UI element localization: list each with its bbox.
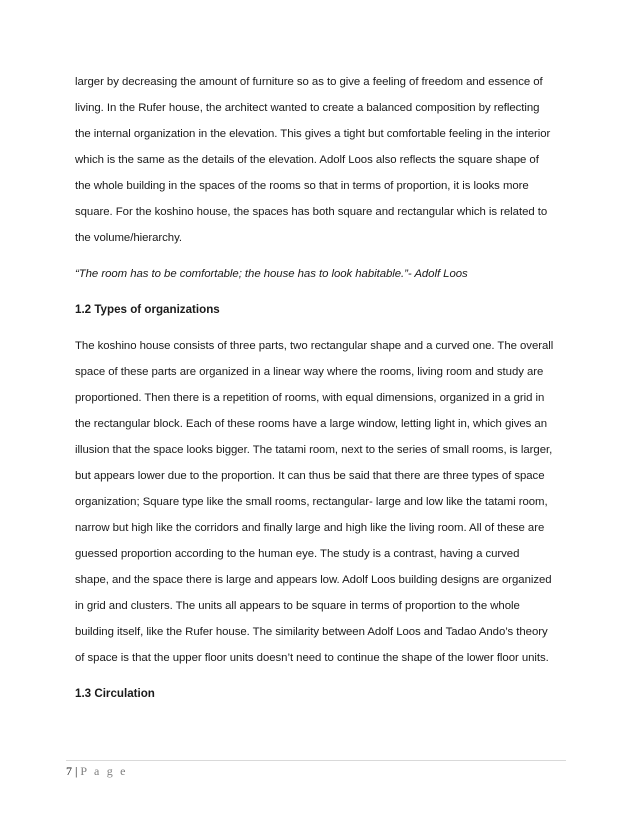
text-line: building itself, like the Rufer house. The similarity between Adolf Loos and Tadao Ando’s theory xyxy=(75,626,548,638)
text-line: proportioned. Then there is a repetition of rooms, with equal dimensions, organized in a grid in xyxy=(75,392,545,404)
text-line: organization; Square type like the small rooms, rectangular- large and low like the tatami room, xyxy=(75,496,548,508)
text-line: in grid and clusters. The units all appears to be square in terms of proportion to the whole xyxy=(75,600,520,612)
text-line: The koshino house consists of three parts, two rectangular shape and a curved one. The overall xyxy=(75,340,554,352)
quote-adolf-loos: “The room has to be comfortable; the house has to look habitable.”- Adolf Loos xyxy=(75,268,468,280)
section-heading-circulation: 1.3 Circulation xyxy=(75,687,155,700)
paragraph-intro xyxy=(75,69,570,251)
text-line: guessed proportion according to the human eye. The study is a contrast, having a curved xyxy=(75,548,520,560)
footer-separator: | xyxy=(75,764,78,778)
text-line: space of these parts are organized in a linear way where the rooms, living room and study are xyxy=(75,366,544,378)
text-line: which is the same as the details of the elevation. Adolf Loos also reflects the square shape of xyxy=(75,154,539,166)
page-footer xyxy=(66,763,128,779)
text-line: larger by decreasing the amount of furniture so as to give a feeling of freedom and essence of xyxy=(75,76,543,88)
text-line: the internal organization in the elevation. This gives a tight but comfortable feeling in the interior xyxy=(75,128,551,140)
page-label: P a g e xyxy=(80,764,128,778)
text-line: but appears lower due to the proportion. It can thus be said that there are three types of space xyxy=(75,470,545,482)
text-line: the volume/hierarchy. xyxy=(75,232,182,244)
text-line: illusion that the space looks bigger. The tatami room, next to the series of small rooms, is larger, xyxy=(75,444,553,456)
text-line: square. For the koshino house, the spaces has both square and rectangular which is related to xyxy=(75,206,548,218)
text-line: the rectangular block. Each of these rooms have a large window, letting light in, which gives an xyxy=(75,418,547,430)
section-heading-types-of-organizations: 1.2 Types of organizations xyxy=(75,303,220,316)
text-line: narrow but high like the corridors and finally large and high like the living room. All of these are xyxy=(75,522,545,534)
text-line: shape, and the space there is large and appears low. Adolf Loos building designs are organized xyxy=(75,574,552,586)
text-line: living. In the Rufer house, the architect wanted to create a balanced composition by reflecting xyxy=(75,102,540,114)
footer-divider xyxy=(66,760,566,761)
page-content xyxy=(75,69,570,707)
page-number: 7 xyxy=(66,764,72,778)
text-line: of space is that the upper floor units doesn’t need to continue the shape of the lower floor units. xyxy=(75,652,549,664)
text-line: the whole building in the spaces of the rooms so that in terms of proportion, it is looks more xyxy=(75,180,529,192)
paragraph-types-of-organizations xyxy=(75,333,570,671)
